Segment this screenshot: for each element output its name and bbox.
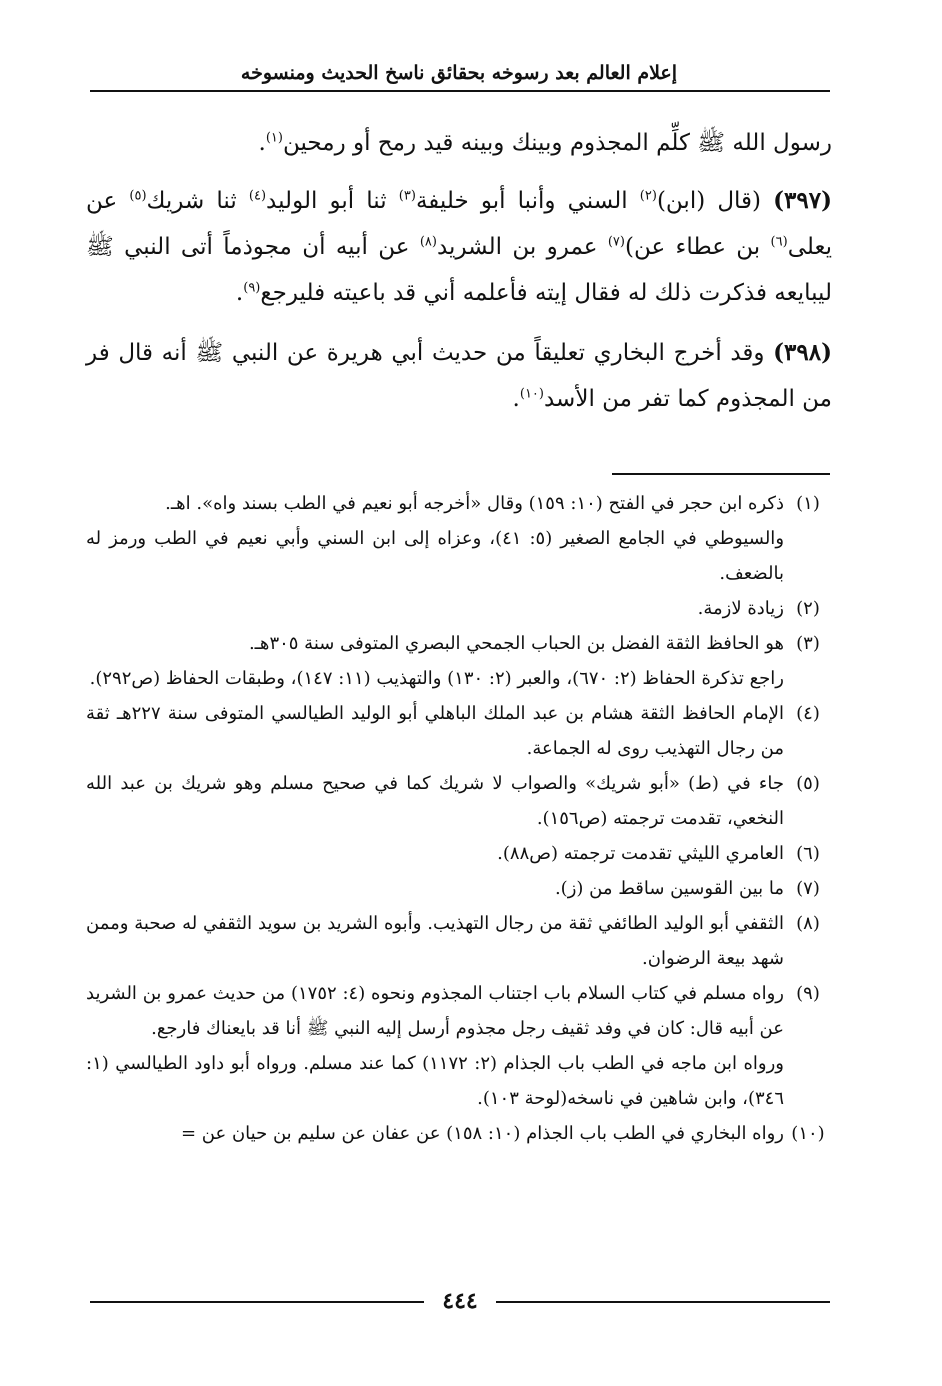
footnote-ref[interactable]: (٤)	[248, 188, 267, 204]
footnote-text	[86, 976, 784, 1116]
footnote-number: (٨)	[796, 913, 820, 934]
footnote-number: (٦)	[796, 843, 820, 864]
hadith-number: (٣٩٧)	[773, 187, 832, 214]
footnote-text	[86, 696, 784, 766]
footnote-number: (٩)	[796, 983, 820, 1004]
hadith-text: وقد أخرج البخاري تعليقاً من حديث أبي هريرة عن النبي ﷺ أنه قال فر من المجذوم كما تفر من الأسد	[86, 340, 832, 412]
footnote-text	[86, 871, 784, 906]
footnote-5	[86, 766, 832, 836]
footer-rule-left	[90, 1301, 424, 1303]
footnote-text	[86, 906, 784, 976]
main-text	[86, 120, 832, 436]
footnote-ref[interactable]: (٧)	[607, 234, 625, 250]
hadith-text: عمرو بن الشريد	[436, 234, 608, 260]
footnote-text	[86, 486, 784, 591]
footnote-line: جاء في (ط) «أبو شريك» والصواب لا شريك كما في صحيح مسلم وهو شريك بن عبد الله النخعي، تقدمت ترجمته (ص١٥٦).	[86, 773, 784, 829]
footnote-line: ذكره ابن حجر في الفتح (١٠: ١٥٩) وقال «أخرجه أبو نعيم في الطب بسند واه». اهـ.	[165, 493, 784, 514]
footnote-ref[interactable]: (٦)	[770, 234, 788, 250]
footnote-6	[86, 836, 832, 871]
footnote-ref[interactable]: (١٠)	[519, 386, 544, 402]
footnote-line: الإمام الحافظ الثقة هشام بن عبد الملك الباهلي أبو الوليد الطيالسي المتوفى سنة ٢٢٧هـ ثقة من رجال التهذيب روى له الجماعة.	[86, 703, 784, 759]
footnote-2	[86, 591, 832, 626]
footnote-ref[interactable]: (٩)	[243, 280, 261, 296]
footnote-line: والسيوطي في الجامع الصغير (٥: ٤١)، وعزاه إلى ابن السني وأبي نعيم في الطب ورمز له بالضعف.	[86, 528, 785, 584]
footnote-line: رواه مسلم في كتاب السلام باب اجتناب المجذوم ونحوه (٤: ١٧٥٢) من حديث عمرو بن الشريد عن أبيه قال: كان في وفد ثقيف رجل مجذوم أرسل إليه النبي ﷺ أنا قد بايعناك فارجع.	[86, 983, 784, 1039]
footnote-ref[interactable]: (٢)	[639, 188, 657, 204]
hadith-397	[86, 178, 832, 316]
footnote-7	[86, 871, 832, 906]
footnote-ref[interactable]: (٨)	[419, 234, 437, 250]
footer-rule-right	[496, 1301, 830, 1303]
footnote-number: (١٠)	[791, 1123, 825, 1144]
footnote-line: زيادة لازمة.	[697, 598, 784, 619]
footnote-9	[86, 976, 832, 1116]
hadith-text: ثنا أبو الوليد	[266, 188, 399, 214]
footnote-ref[interactable]: (٣)	[398, 188, 416, 204]
hadith-text: بن عطاء عن)	[624, 234, 771, 260]
hadith-end: .	[235, 280, 244, 306]
paragraph-1	[86, 120, 832, 166]
footnote-number: (٢)	[796, 598, 820, 619]
header-rule	[90, 90, 830, 92]
footnote-number: (٣)	[796, 633, 820, 654]
footnote-line: رواه البخاري في الطب باب الجذام (١٠: ١٥٨) عن عفان عن سليم بن حيان عن =	[181, 1123, 784, 1144]
footnote-1	[86, 486, 832, 591]
footnote-ref[interactable]: (١)	[265, 130, 283, 146]
footnote-line: هو الحافظ الثقة الفضل بن الحباب الجمحي البصري المتوفى سنة ٣٠٥هـ.	[248, 633, 784, 654]
paragraph-1-text: رسول الله ﷺ كلِّم المجذوم وبينك وبينه قيد رمح أو رمحين	[282, 130, 832, 156]
footnote-4	[86, 696, 832, 766]
footnote-text	[86, 626, 784, 696]
page-number: ٤٤٤	[442, 1288, 478, 1314]
footnote-text	[86, 766, 784, 836]
hadith-text: (قال (ابن)	[656, 188, 774, 214]
hadith-text: السني وأنبا أبو خليفة	[415, 188, 640, 214]
footnote-text	[86, 591, 784, 626]
footnote-number: (٧)	[796, 878, 820, 899]
footnote-separator	[612, 473, 830, 475]
footnote-number: (١)	[796, 493, 820, 514]
hadith-text: ثنا شريك	[146, 188, 249, 214]
page-footer	[90, 1286, 830, 1316]
footnote-line: ورواه ابن ماجه في الطب باب الجذام (٢: ١١٧٢) كما عند مسلم. ورواه أبو داود الطيالسي (١: ٣٤٦)، وابن شاهين في ناسخه(لوحة ١٠٣).	[86, 1053, 784, 1109]
hadith-398	[86, 330, 832, 422]
footnote-line: العامري الليثي تقدمت ترجمته (ص٨٨).	[497, 843, 784, 864]
footnote-line: الثقفي أبو الوليد الطائفي ثقة من رجال التهذيب. وأبوه الشريد بن سويد الثقفي له صحبة وممن شهد بيعة الرضوان.	[86, 913, 784, 969]
footnote-number: (٥)	[796, 773, 820, 794]
footnote-text	[86, 836, 784, 871]
footnote-text	[86, 1116, 784, 1151]
footnote-ref[interactable]: (٥)	[129, 188, 147, 204]
hadith-end: .	[512, 386, 520, 412]
paragraph-1-end: .	[258, 130, 266, 156]
footnote-10	[86, 1116, 832, 1151]
footnote-8	[86, 906, 832, 976]
footnote-line: راجع تذكرة الحفاظ (٢: ٦٧٠)، والعبر (٢: ١٣٠) والتهذيب (١١: ١٤٧)، وطبقات الحفاظ (ص٢٩٢).	[89, 668, 784, 689]
footnote-line: ما بين القوسين ساقط من (ز).	[554, 878, 784, 899]
running-header: إعلام العالم بعد رسوخه بحقائق ناسخ الحديث ومنسوخه	[240, 62, 678, 84]
hadith-text: عن أبيه أن مجوذماً أتى النبي ﷺ ليبايعه فذكرت ذلك له فقال إيته فأعلمه أني قد باعيته فليرجع	[86, 234, 832, 306]
hadith-text: عن يعلى	[86, 188, 832, 260]
footnotes	[86, 486, 832, 1151]
hadith-number: (٣٩٨)	[773, 339, 832, 366]
footnote-number: (٤)	[796, 703, 820, 724]
footnote-3	[86, 626, 832, 696]
